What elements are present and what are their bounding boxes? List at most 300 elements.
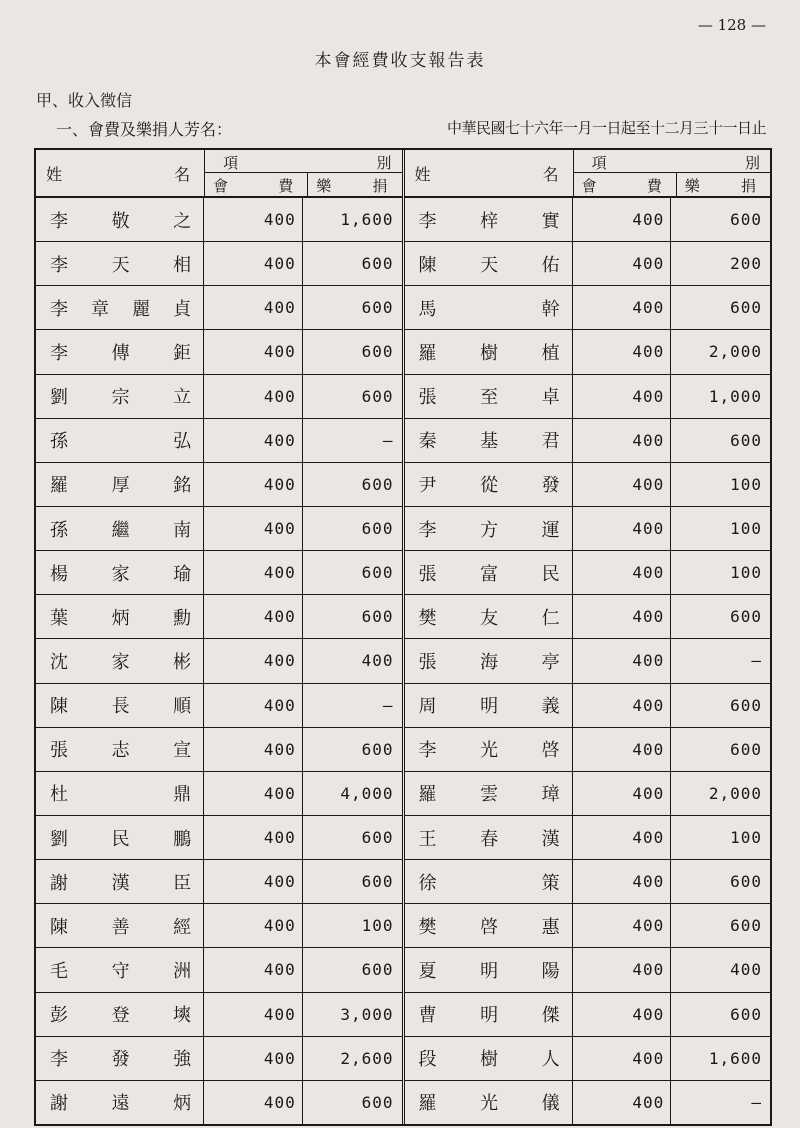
member-fee: 400 — [204, 286, 303, 329]
name-char: 葉 — [50, 607, 68, 629]
donor-name — [405, 463, 573, 506]
header-label: 捐 — [740, 177, 756, 195]
page-number: — 128 — — [697, 16, 766, 34]
name-char: 張 — [50, 740, 68, 762]
name-char: 明 — [480, 960, 499, 982]
name-char: 宗 — [111, 387, 130, 409]
name-char: 陳 — [50, 696, 68, 718]
donor-name — [36, 330, 204, 373]
member-fee: 400 — [204, 1037, 303, 1080]
member-fee: 400 — [204, 507, 303, 550]
donation-amount: 100 — [730, 563, 762, 583]
member-fee: 400 — [573, 463, 672, 506]
donor-name — [36, 772, 204, 815]
donor-ledger-table — [34, 148, 772, 1126]
table-row — [36, 904, 402, 948]
table-row — [36, 419, 402, 463]
header-label: 別 — [376, 154, 392, 172]
donation-amount: — — [751, 1092, 762, 1112]
donation-column-header — [308, 173, 401, 196]
name-char: 王 — [418, 828, 437, 850]
name-char: 弘 — [173, 431, 192, 453]
name-char: 敬 — [111, 210, 130, 232]
table-row — [405, 1037, 771, 1081]
name-char: 張 — [418, 651, 437, 673]
donation-amount: 600 — [361, 342, 394, 362]
table-row — [405, 816, 771, 860]
name-char: 民 — [111, 828, 130, 850]
donation-amount: 600 — [361, 607, 394, 627]
donor-name — [36, 595, 204, 638]
donation-amount: 600 — [361, 519, 394, 539]
name-char: 劉 — [50, 387, 68, 409]
header-label: 姓 — [46, 165, 63, 184]
name-char: 樊 — [418, 916, 437, 938]
name-char: 李 — [50, 298, 68, 320]
name-char: 至 — [480, 387, 499, 409]
member-fee: 400 — [204, 728, 303, 771]
donation-amount: 400 — [361, 651, 394, 671]
name-char: 啓 — [541, 740, 560, 762]
name-char: 富 — [480, 563, 499, 585]
name-char: 梓 — [480, 210, 499, 232]
donor-name — [36, 1081, 204, 1124]
donation-amount: 100 — [730, 519, 762, 539]
donation-amount: 600 — [730, 210, 762, 230]
name-char: 家 — [111, 651, 130, 673]
name-char: 徐 — [418, 872, 437, 894]
donor-name — [36, 551, 204, 594]
donor-name — [405, 684, 573, 727]
name-char: 杜 — [50, 784, 68, 806]
donor-name — [405, 419, 573, 462]
fee-column-header — [574, 173, 677, 196]
donation-amount: 600 — [361, 872, 394, 892]
table-row — [405, 551, 771, 595]
name-char: 宣 — [173, 740, 192, 762]
donor-name — [36, 242, 204, 285]
table-row — [36, 330, 402, 374]
page-title: 本會經費收支報告表 — [314, 51, 486, 71]
table-row — [405, 639, 771, 683]
table-row — [36, 286, 402, 330]
name-char: 炳 — [111, 607, 130, 629]
donor-name — [36, 684, 204, 727]
member-fee: 400 — [573, 904, 672, 947]
member-fee: 400 — [204, 551, 303, 594]
name-char: 塽 — [173, 1005, 192, 1027]
donation-amount: 600 — [361, 474, 394, 494]
member-fee: 400 — [204, 330, 303, 373]
member-fee: 400 — [573, 551, 672, 594]
donation-amount: — — [382, 430, 394, 450]
name-char: 植 — [541, 342, 560, 364]
table-header — [36, 150, 402, 198]
name-column-header — [405, 150, 574, 196]
table-row — [36, 463, 402, 507]
header-label: 名 — [542, 165, 559, 184]
table-row — [405, 463, 771, 507]
name-char: 天 — [111, 254, 130, 276]
ledger-rows-right — [405, 198, 771, 1124]
member-fee: 400 — [573, 816, 672, 859]
name-char: 陳 — [418, 254, 437, 276]
donation-amount: 1,000 — [708, 386, 762, 406]
donation-amount: 600 — [361, 739, 394, 759]
name-char: 鼎 — [173, 784, 192, 806]
table-header — [405, 150, 771, 198]
table-row — [36, 948, 402, 992]
table-row — [405, 595, 771, 639]
donation-amount: 2,600 — [340, 1048, 394, 1068]
donor-name — [405, 286, 573, 329]
donation-amount: 2,000 — [708, 783, 762, 803]
table-row — [405, 375, 771, 419]
name-char: 之 — [173, 210, 192, 232]
donor-name — [36, 860, 204, 903]
donation-amount: 600 — [730, 298, 762, 318]
name-char: 厚 — [111, 475, 130, 497]
name-char: 志 — [111, 740, 130, 762]
table-row — [405, 948, 771, 992]
member-fee: 400 — [573, 242, 672, 285]
name-char: 銘 — [173, 475, 192, 497]
section-heading: 甲、收入徵信 — [36, 91, 133, 110]
name-char: 羅 — [418, 342, 437, 364]
subsection-heading: 一、會費及樂捐人芳名： — [56, 120, 233, 139]
name-char: 彭 — [50, 1005, 68, 1027]
name-char: 張 — [418, 563, 437, 585]
table-row — [36, 993, 402, 1037]
donation-amount: 600 — [730, 916, 762, 936]
donor-name — [405, 330, 573, 373]
donor-name — [405, 772, 573, 815]
name-char: 天 — [480, 254, 499, 276]
table-row — [36, 198, 402, 242]
header-label: 樂 — [684, 177, 700, 195]
ledger-right-half — [405, 150, 771, 1124]
name-char: 洲 — [173, 960, 192, 982]
name-char: 惠 — [541, 916, 560, 938]
name-char: 君 — [541, 431, 560, 453]
member-fee: 400 — [204, 816, 303, 859]
name-char: 實 — [541, 210, 560, 232]
name-char: 勳 — [173, 607, 192, 629]
name-char: 毛 — [50, 960, 68, 982]
donation-amount: 2,000 — [708, 342, 762, 362]
name-char: 貞 — [173, 298, 192, 320]
member-fee: 400 — [204, 419, 303, 462]
name-char: 鉅 — [173, 342, 192, 364]
donor-name — [36, 728, 204, 771]
member-fee: 400 — [573, 1081, 672, 1124]
name-char: 楊 — [50, 563, 68, 585]
donation-amount: 4,000 — [340, 783, 394, 803]
name-char: 漢 — [111, 872, 130, 894]
donation-amount: 1,600 — [340, 210, 394, 230]
name-char: 秦 — [418, 431, 437, 453]
member-fee: 400 — [573, 198, 672, 241]
member-fee: 400 — [204, 463, 303, 506]
name-char: 漢 — [541, 828, 560, 850]
table-row — [36, 816, 402, 860]
donation-amount: 600 — [361, 563, 394, 583]
name-char: 春 — [480, 828, 499, 850]
table-row — [36, 860, 402, 904]
name-char: 南 — [173, 519, 192, 541]
member-fee: 400 — [573, 507, 672, 550]
name-char: 雲 — [480, 784, 499, 806]
name-char: 明 — [480, 696, 499, 718]
name-char: 炳 — [173, 1093, 192, 1115]
member-fee: 400 — [573, 595, 672, 638]
donor-name — [36, 198, 204, 241]
name-char: 相 — [173, 254, 192, 276]
donor-name — [36, 507, 204, 550]
member-fee: 400 — [204, 772, 303, 815]
donor-name — [405, 198, 573, 241]
name-char: 登 — [111, 1005, 130, 1027]
donation-amount: 3,000 — [340, 1004, 394, 1024]
table-row — [405, 507, 771, 551]
donor-name — [36, 286, 204, 329]
donation-amount: 600 — [361, 386, 394, 406]
header-label: 樂 — [316, 177, 332, 195]
donation-amount: 600 — [730, 607, 762, 627]
name-char: 儀 — [541, 1093, 560, 1115]
donor-name — [405, 595, 573, 638]
name-char: 樊 — [418, 607, 437, 629]
name-char: 李 — [418, 740, 437, 762]
name-char: 陽 — [541, 960, 560, 982]
table-row — [405, 684, 771, 728]
member-fee: 400 — [204, 904, 303, 947]
member-fee: 400 — [204, 375, 303, 418]
name-char: 發 — [111, 1049, 130, 1071]
donor-name — [405, 1037, 573, 1080]
donation-amount: 600 — [730, 739, 762, 759]
donation-amount: 600 — [361, 828, 394, 848]
member-fee: 400 — [573, 772, 672, 815]
member-fee: 400 — [204, 198, 303, 241]
donation-amount: 600 — [730, 430, 762, 450]
name-char: 發 — [541, 475, 560, 497]
member-fee: 400 — [204, 948, 303, 991]
name-char: 鵬 — [173, 828, 192, 850]
ledger-rows-left — [36, 198, 402, 1124]
member-fee: 400 — [573, 728, 672, 771]
member-fee: 400 — [204, 684, 303, 727]
name-char: 啓 — [480, 916, 499, 938]
donation-amount: 600 — [361, 254, 394, 274]
name-char: 麗 — [132, 298, 151, 320]
member-fee: 400 — [204, 242, 303, 285]
donor-name — [36, 639, 204, 682]
header-label: 會 — [581, 177, 597, 195]
name-char: 孫 — [50, 431, 68, 453]
name-char: 方 — [480, 519, 499, 541]
name-char: 李 — [50, 1049, 68, 1071]
name-char: 立 — [173, 387, 192, 409]
donor-name — [36, 904, 204, 947]
member-fee: 400 — [204, 993, 303, 1036]
name-column-header — [36, 150, 205, 196]
ledger-left-half — [36, 150, 405, 1124]
donation-amount: 1,600 — [708, 1048, 762, 1068]
donation-amount: 600 — [361, 960, 394, 980]
member-fee: 400 — [573, 286, 672, 329]
name-char: 曹 — [418, 1005, 437, 1027]
name-char: 仁 — [541, 607, 560, 629]
donation-amount: 100 — [730, 474, 762, 494]
name-char: 段 — [418, 1049, 437, 1071]
name-char: 尹 — [418, 475, 437, 497]
name-char: 人 — [541, 1049, 560, 1071]
name-char: 樹 — [480, 342, 499, 364]
header-label: 費 — [646, 177, 662, 195]
member-fee: 400 — [573, 419, 672, 462]
donation-amount: 600 — [730, 872, 762, 892]
donation-amount: 600 — [730, 1004, 762, 1024]
name-char: 羅 — [418, 1093, 437, 1115]
name-char: 友 — [480, 607, 499, 629]
table-row — [36, 684, 402, 728]
donor-name — [405, 507, 573, 550]
member-fee: 400 — [573, 948, 672, 991]
member-fee: 400 — [573, 330, 672, 373]
name-char: 張 — [418, 387, 437, 409]
name-char: 佑 — [541, 254, 560, 276]
member-fee: 400 — [573, 639, 672, 682]
member-fee: 400 — [204, 1081, 303, 1124]
member-fee: 400 — [573, 684, 672, 727]
name-char: 善 — [111, 916, 130, 938]
name-char: 謝 — [50, 872, 68, 894]
donor-name — [36, 993, 204, 1036]
name-char: 李 — [418, 519, 437, 541]
donor-name — [36, 948, 204, 991]
donation-amount: 600 — [361, 298, 394, 318]
name-char: 傑 — [541, 1005, 560, 1027]
name-char: 繼 — [111, 519, 130, 541]
table-row — [405, 330, 771, 374]
name-char: 章 — [91, 298, 110, 320]
donor-name — [405, 375, 573, 418]
donor-name — [405, 993, 573, 1036]
item-column-header — [574, 150, 770, 173]
header-label: 別 — [744, 154, 760, 172]
name-char: 民 — [541, 563, 560, 585]
name-char: 策 — [541, 872, 560, 894]
name-char: 義 — [541, 696, 560, 718]
name-char: 馬 — [418, 298, 437, 320]
member-fee: 400 — [573, 860, 672, 903]
donor-name — [405, 551, 573, 594]
donation-amount: 400 — [730, 960, 762, 980]
donation-amount: — — [751, 651, 762, 671]
fee-column-header — [205, 173, 308, 196]
name-char: 長 — [111, 696, 130, 718]
donation-amount: 100 — [730, 828, 762, 848]
table-row — [405, 772, 771, 816]
name-char: 從 — [480, 475, 499, 497]
member-fee: 400 — [204, 639, 303, 682]
name-char: 亭 — [541, 651, 560, 673]
date-range: 中華民國七十六年一月一日起至十二月三十一日止 — [446, 119, 766, 137]
name-char: 李 — [50, 254, 68, 276]
header-label: 會 — [213, 177, 229, 195]
header-label: 捐 — [372, 177, 388, 195]
name-char: 家 — [111, 563, 130, 585]
table-row — [405, 286, 771, 330]
name-char: 順 — [173, 696, 192, 718]
member-fee: 400 — [573, 993, 672, 1036]
donor-name — [405, 948, 573, 991]
name-char: 守 — [111, 960, 130, 982]
header-label: 姓 — [414, 165, 431, 184]
donor-name — [36, 419, 204, 462]
donor-name — [36, 375, 204, 418]
name-char: 臣 — [173, 872, 192, 894]
donation-amount: 600 — [730, 695, 762, 715]
name-char: 光 — [480, 740, 499, 762]
name-char: 幹 — [541, 298, 560, 320]
name-char: 卓 — [541, 387, 560, 409]
donor-name — [36, 816, 204, 859]
table-row — [405, 860, 771, 904]
header-label: 費 — [278, 177, 294, 195]
donor-name — [405, 860, 573, 903]
item-column-header — [205, 150, 401, 173]
name-char: 劉 — [50, 828, 68, 850]
donor-name — [405, 242, 573, 285]
table-row — [405, 198, 771, 242]
name-char: 明 — [480, 1005, 499, 1027]
table-row — [405, 419, 771, 463]
name-char: 周 — [418, 696, 437, 718]
name-char: 光 — [480, 1093, 499, 1115]
table-row — [405, 242, 771, 286]
name-char: 運 — [541, 519, 560, 541]
table-row — [36, 728, 402, 772]
name-char: 孫 — [50, 519, 68, 541]
donation-amount: 200 — [730, 254, 762, 274]
name-char: 瑜 — [173, 563, 192, 585]
name-char: 李 — [418, 210, 437, 232]
name-char: 羅 — [50, 475, 68, 497]
donor-name — [36, 1037, 204, 1080]
name-char: 強 — [173, 1049, 192, 1071]
name-char: 海 — [480, 651, 499, 673]
name-char: 謝 — [50, 1093, 68, 1115]
name-char: 經 — [173, 916, 192, 938]
header-label: 項 — [591, 154, 607, 172]
member-fee: 400 — [204, 860, 303, 903]
table-row — [36, 639, 402, 683]
table-row — [36, 595, 402, 639]
donation-amount: — — [382, 695, 394, 715]
member-fee: 400 — [573, 1037, 672, 1080]
name-char: 陳 — [50, 916, 68, 938]
name-char: 李 — [50, 342, 68, 364]
table-row — [405, 1081, 771, 1124]
donor-name — [405, 904, 573, 947]
name-char: 璋 — [541, 784, 560, 806]
donor-name — [36, 463, 204, 506]
donation-amount: 600 — [361, 1092, 394, 1112]
name-char: 夏 — [418, 960, 437, 982]
donor-name — [405, 639, 573, 682]
